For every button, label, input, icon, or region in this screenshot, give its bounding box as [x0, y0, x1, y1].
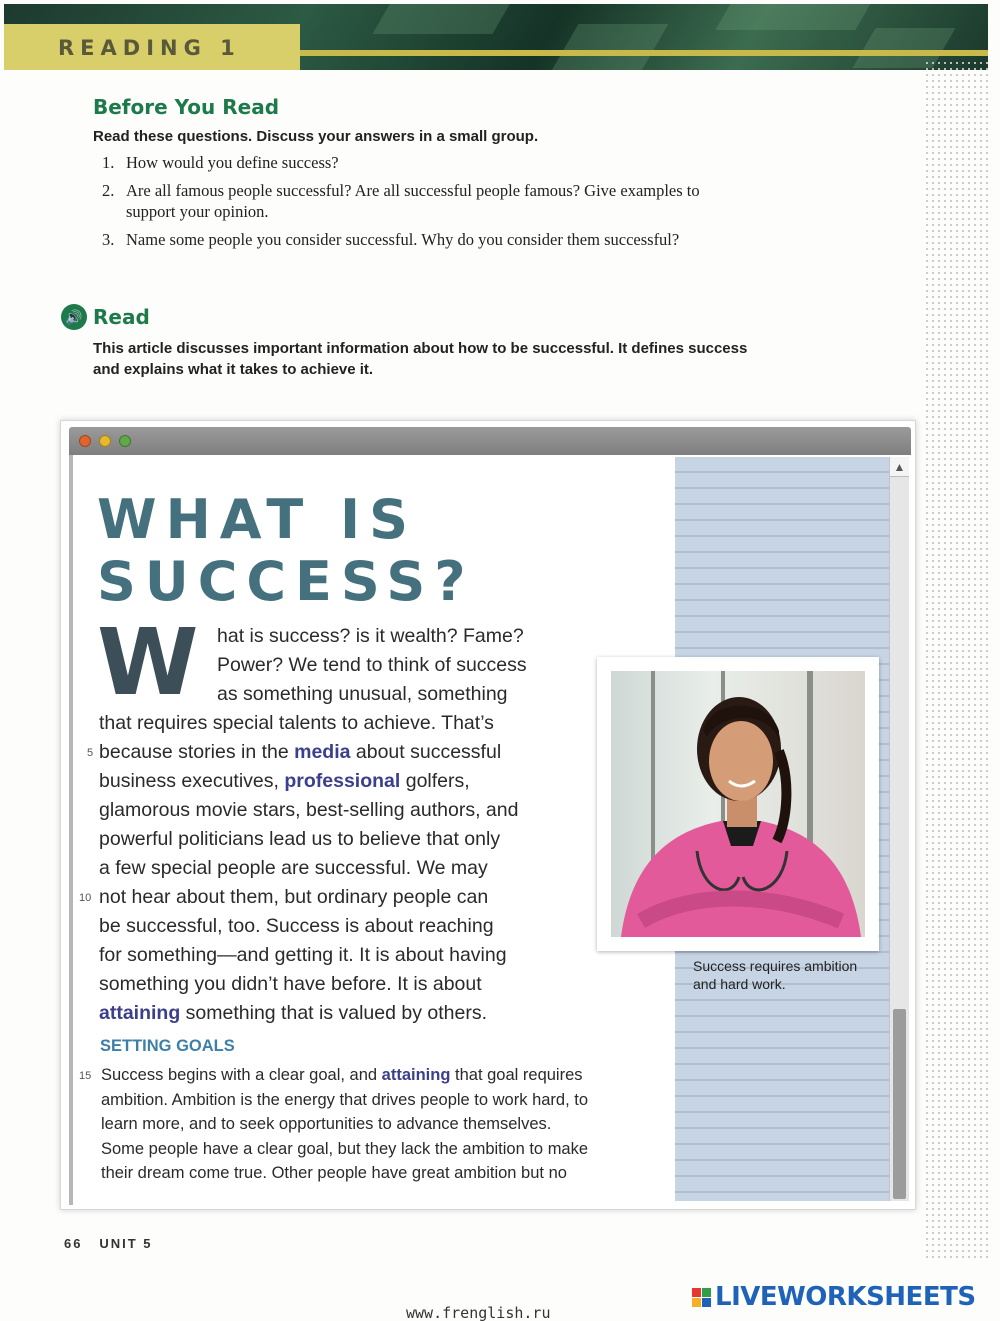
window-minimize-button[interactable]: [99, 435, 111, 447]
question-number: 2.: [102, 181, 115, 200]
scrollbar[interactable]: [889, 457, 909, 1201]
window-left-edge: [69, 455, 73, 1205]
line-number: 5: [87, 747, 94, 759]
audio-icon[interactable]: 🔊: [61, 304, 87, 330]
read-description: This article discusses important information about how to be successful. It defines success and explains what it takes to achieve it.: [93, 340, 748, 378]
read-heading: Read: [93, 305, 150, 329]
logo-square: [702, 1298, 711, 1307]
photo-caption: Success requires ambition and hard work.: [693, 958, 858, 992]
header-gold-rule: [300, 50, 988, 56]
logo-square: [702, 1288, 711, 1297]
section-tab: READING 1: [4, 24, 300, 70]
before-you-read-heading: Before You Read: [93, 95, 280, 119]
section-heading: SETTING GOALS: [100, 1037, 235, 1055]
scroll-thumb[interactable]: [893, 1009, 906, 1199]
window-maximize-button[interactable]: [119, 435, 131, 447]
scroll-up-arrow-icon[interactable]: ▲: [890, 457, 909, 477]
drop-cap: W: [97, 609, 199, 716]
logo-square: [692, 1298, 701, 1307]
article-line: hat is success? is it wealth? Fame?: [217, 625, 524, 647]
footer-url[interactable]: www.frenglish.ru: [406, 1304, 551, 1321]
logo-text: LIVEWORKSHEETS: [715, 1282, 976, 1312]
nurse-figure: [611, 671, 865, 937]
vocabulary-keyword: professional: [284, 770, 401, 792]
logo-square: [692, 1288, 701, 1297]
question-text: How would you define success?: [126, 153, 339, 172]
question-number: 3.: [102, 230, 115, 249]
article-line: glamorous movie stars, best-selling authors, and: [99, 799, 519, 821]
article-browser-window: [60, 420, 916, 1210]
question-item: [102, 152, 722, 173]
article-line: because stories in the media about successful: [99, 741, 502, 763]
goal-line: Success begins with a clear goal, and attaining that goal requires: [101, 1066, 583, 1084]
article-line: powerful politicians lead us to believe that only: [99, 828, 501, 850]
article-line: attaining something that is valued by others.: [99, 1002, 488, 1024]
article-line: as something unusual, something: [217, 683, 508, 705]
vocabulary-keyword: attaining: [99, 1002, 181, 1024]
window-titlebar: [69, 427, 911, 455]
line-number: 15: [79, 1070, 92, 1082]
unit-label: UNIT 5: [99, 1236, 153, 1251]
article-line: not hear about them, but ordinary people can: [99, 886, 489, 908]
article-line: be successful, too. Success is about reaching: [99, 915, 494, 937]
question-item: [102, 180, 722, 222]
article-line: Power? We tend to think of success: [217, 654, 527, 676]
question-list: [102, 152, 722, 257]
article-line: that requires special talents to achieve. That’s: [99, 712, 494, 734]
page-number: 66: [64, 1236, 83, 1251]
article-line: business executives, professional golfers,: [99, 770, 470, 792]
goal-line: their dream come true. Other people have great ambition but no: [101, 1164, 567, 1182]
window-close-button[interactable]: [79, 435, 91, 447]
goal-line: Some people have a clear goal, but they lack the ambition to make: [101, 1140, 589, 1158]
page-footer: [64, 1236, 152, 1251]
question-text: Name some people you consider successful. Why do you consider them successful?: [126, 230, 680, 249]
goal-line: ambition. Ambition is the energy that drives people to work hard, to: [101, 1091, 589, 1109]
question-item: [102, 229, 722, 250]
vocabulary-keyword: media: [294, 741, 351, 763]
goal-line: learn more, and to seek opportunities to advance themselves.: [101, 1115, 552, 1133]
before-you-read-instruction: Read these questions. Discuss your answers in a small group.: [93, 128, 539, 145]
line-number: 10: [79, 892, 92, 904]
article-line: for something—and getting it. It is about having: [99, 944, 507, 966]
article-line: a few special people are successful. We may: [99, 857, 488, 879]
question-text: Are all famous people successful? Are all successful people famous? Give examples to support your opinion.: [126, 181, 700, 221]
liveworksheets-logo[interactable]: [692, 1282, 976, 1312]
dotted-margin: [924, 60, 992, 1260]
nurse-photo: [611, 671, 865, 937]
logo-squares-icon: [692, 1288, 711, 1307]
photo-card: [597, 657, 879, 951]
question-number: 1.: [102, 153, 115, 172]
article-title: WHAT IS SUCCESS?: [97, 488, 475, 613]
article-line: something you didn’t have before. It is about: [99, 973, 482, 995]
vocabulary-keyword: attaining: [381, 1066, 451, 1084]
